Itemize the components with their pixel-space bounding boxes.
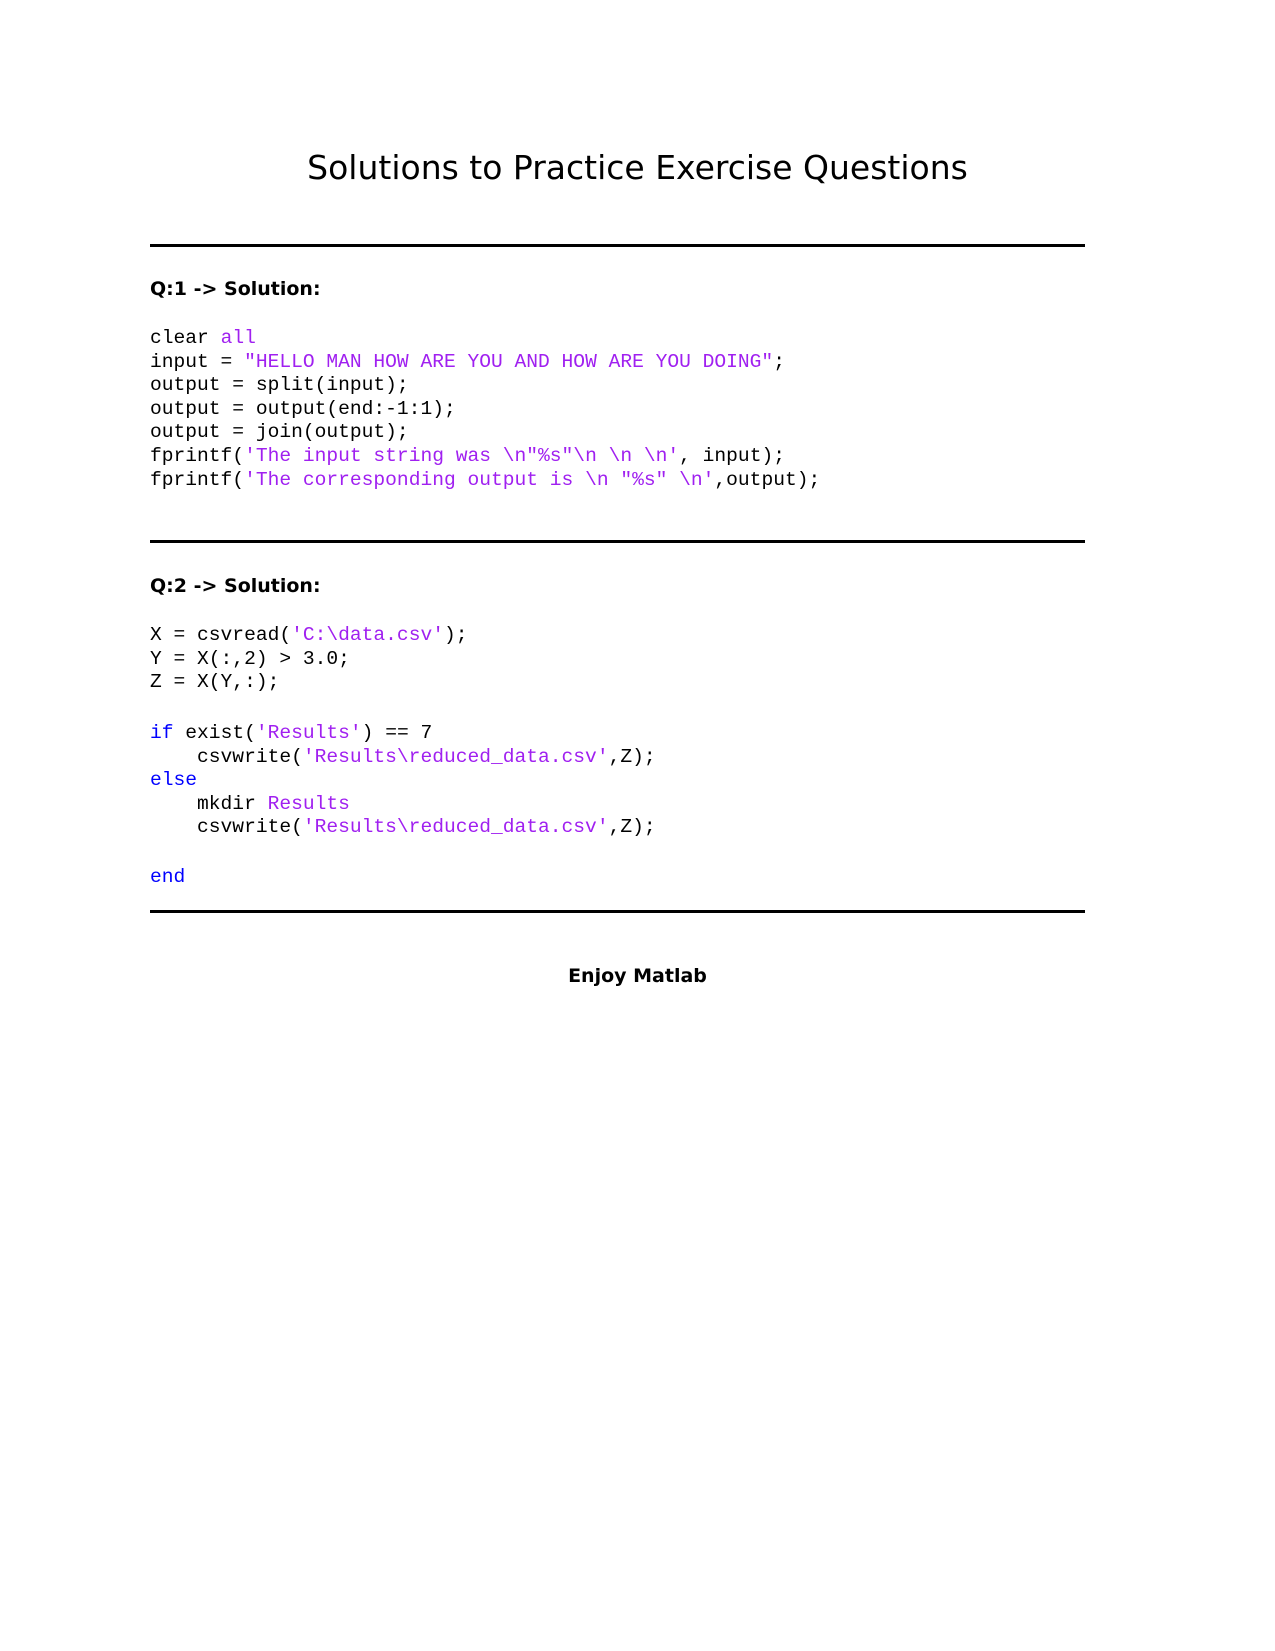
q2-code-block-load [150,624,468,695]
code-line [150,648,468,672]
page-title: Solutions to Practice Exercise Questions [307,148,968,187]
code-text: X = csvread( [150,624,292,646]
code-text: output = join(output); [150,421,409,444]
code-line [150,671,468,695]
code-text: fprintf( [150,468,245,491]
code-text: , input); [679,444,785,467]
code-string: 'Results' [255,722,362,744]
code-keyword: else [150,769,198,792]
code-text: output = output(end:-1:1); [150,397,456,420]
code-text: mkdir [150,792,268,815]
code-text: ); [443,624,468,646]
q1-code-block [150,327,820,492]
code-line [150,816,656,840]
code-text: fprintf( [150,444,245,467]
code-string: all [220,327,256,349]
code-text: Y = X(:,2) > 3.0; [150,647,350,670]
code-keyword: end [150,866,186,888]
code-line [150,445,820,469]
code-keyword: if [150,722,174,744]
code-line [150,374,820,398]
code-line [150,469,820,493]
code-text: ; [773,350,785,373]
code-string: 'The input string was \n"%s"\n \n \n' [244,444,680,467]
code-string: Results [267,792,350,815]
horizontal-rule [150,910,1085,913]
code-text: output = split(input); [150,374,409,397]
code-text: input = [150,350,245,373]
q2-heading: Q:2 -> Solution: [150,575,321,597]
code-text: ,output); [714,468,821,491]
code-line [150,746,656,770]
closing-text: Enjoy Matlab [568,965,707,987]
code-line [150,421,820,445]
code-string: "HELLO MAN HOW ARE YOU AND HOW ARE YOU DOING" [244,350,774,373]
code-string: 'C:\data.csv' [291,624,444,646]
q1-heading: Q:1 -> Solution: [150,278,321,300]
code-text: Z = X(Y,:); [150,671,280,694]
horizontal-rule [150,540,1085,543]
code-line [150,866,185,890]
code-text: csvwrite( [150,745,303,768]
code-line [150,793,656,817]
code-text: ) == 7 [361,722,433,744]
code-line [150,327,820,351]
code-string: 'Results\reduced_data.csv' [302,816,609,839]
code-line [150,351,820,375]
code-text: clear [150,327,221,349]
q2-code-block-end [150,866,185,890]
code-text: ,Z); [608,816,656,839]
code-line [150,722,656,746]
code-text: ,Z); [608,745,656,768]
q2-code-block-if [150,722,656,840]
code-line [150,398,820,422]
code-text: csvwrite( [150,816,303,839]
code-line [150,624,468,648]
horizontal-rule [150,244,1085,247]
code-line [150,769,656,793]
code-string: 'The corresponding output is \n "%s" \n' [244,468,715,491]
code-string: 'Results\reduced_data.csv' [302,745,609,768]
code-text: exist( [173,722,256,744]
